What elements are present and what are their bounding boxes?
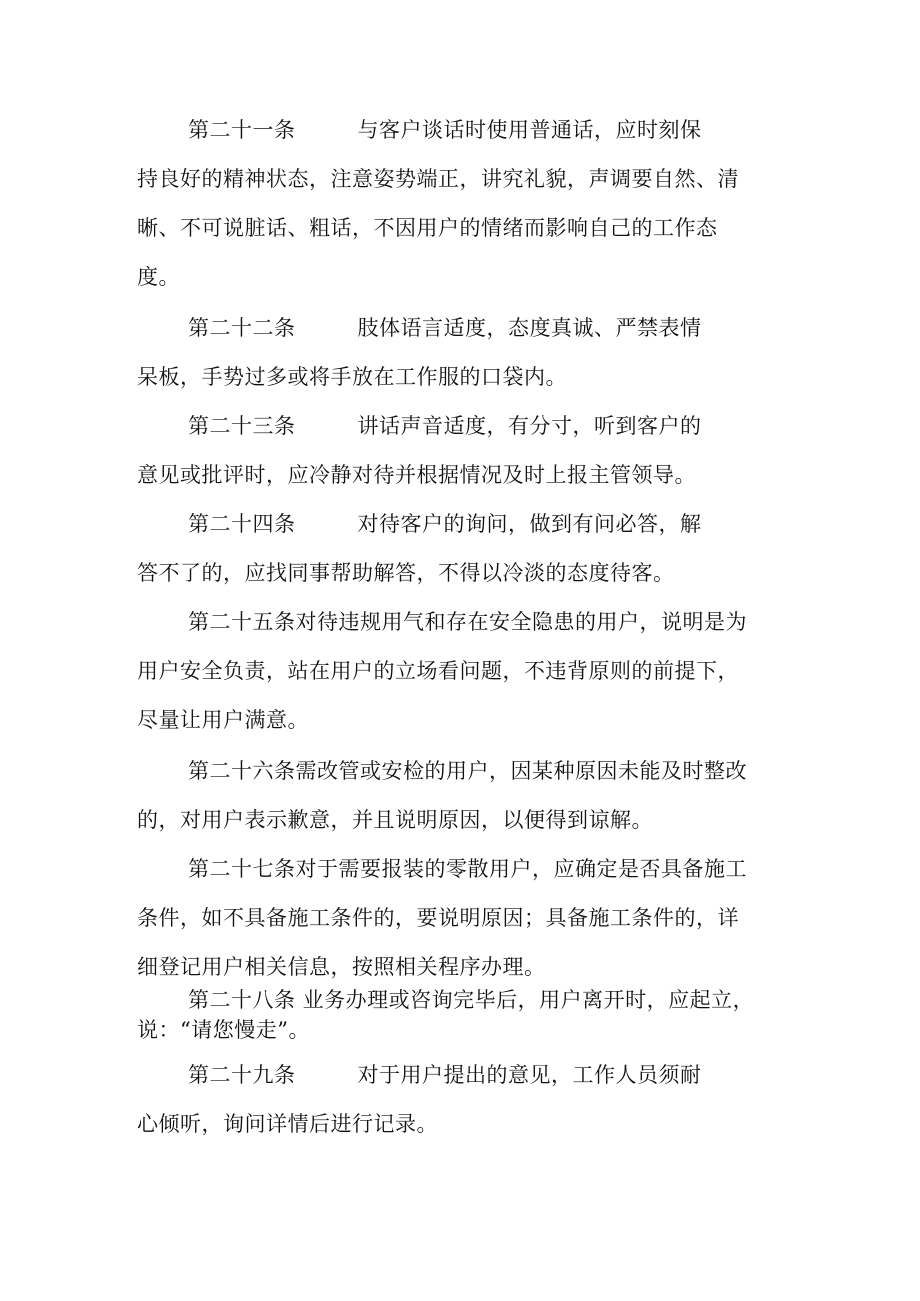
article-26-number: 第二十六条: [188, 759, 296, 783]
article-21-first-line: [188, 116, 702, 144]
article-25-line-2: 用户安全负责，站在用户的立场看问题，不违背原则的前提下，: [137, 659, 739, 683]
article-21-number: 第二十一条: [188, 118, 296, 142]
article-21-line-2: 持良好的精神状态，注意姿势端正，讲究礼貌，声调要自然、清: [137, 167, 739, 191]
article-29-first-line: [188, 1061, 702, 1089]
article-22-number: 第二十二条: [188, 316, 296, 340]
article-22-line-2: 呆板，手势过多或将手放在工作服的口袋内。: [137, 365, 567, 389]
article-23-text: 讲话声音适度，有分寸，听到客户的: [357, 414, 702, 438]
article-24-line-2: 答不了的，应找同事帮助解答，不得以冷淡的态度待客。: [137, 561, 675, 585]
article-27-line-3: 细登记用户相关信息，按照相关程序办理。: [137, 955, 546, 979]
article-26-text: 需改管或安检的用户，因某种原因未能及时整改: [295, 759, 747, 783]
article-27-line-2: 条件，如不具备施工条件的，要说明原因；具备施工条件的，详: [137, 906, 739, 930]
article-29-number: 第二十九条: [188, 1063, 296, 1087]
article-27-first-line: [188, 855, 747, 883]
article-27-number: 第二十七条: [188, 857, 296, 881]
article-22-first-line: [188, 314, 702, 342]
article-28-line-2: 说：“请您慢走”。: [137, 1018, 310, 1042]
article-25-text: 对待违规用气和存在安全隐患的用户，说明是为: [295, 610, 747, 634]
article-27-text: 对于需要报装的零散用户，应确定是否具备施工: [295, 857, 747, 881]
article-26-first-line: [188, 757, 747, 785]
article-28-number: 第二十八条: [188, 988, 296, 1012]
article-25-first-line: [188, 608, 747, 636]
article-23-first-line: [188, 412, 702, 440]
article-28-text: 业务办理或咨询完毕后，用户离开时，应起立，: [295, 988, 755, 1012]
article-23-line-2: 意见或批评时，应冷静对待并根据情况及时上报主管领导。: [137, 463, 696, 487]
article-25-number: 第二十五条: [188, 610, 296, 634]
article-29-line-2: 心倾听，询问详情后进行记录。: [137, 1112, 438, 1136]
article-25-line-3: 尽量让用户满意。: [137, 708, 309, 732]
article-24-text: 对待客户的询问，做到有问必答，解: [357, 512, 702, 536]
article-26-line-2: 的，对用户表示歉意，并且说明原因，以便得到谅解。: [137, 808, 653, 832]
article-21-text: 与客户谈话时使用普通话，应时刻保: [357, 118, 702, 142]
article-28-first-line: [188, 986, 754, 1014]
article-21-line-3: 晰、不可说脏话、粗话，不因用户的情绪而影响自己的工作态: [137, 216, 718, 240]
article-23-number: 第二十三条: [188, 414, 296, 438]
article-22-text: 肢体语言适度，态度真诚、严禁表情: [357, 316, 702, 340]
article-24-number: 第二十四条: [188, 512, 296, 536]
article-24-first-line: [188, 510, 702, 538]
article-21-line-4: 度。: [137, 265, 180, 289]
article-29-text: 对于用户提出的意见，工作人员须耐: [357, 1063, 702, 1087]
